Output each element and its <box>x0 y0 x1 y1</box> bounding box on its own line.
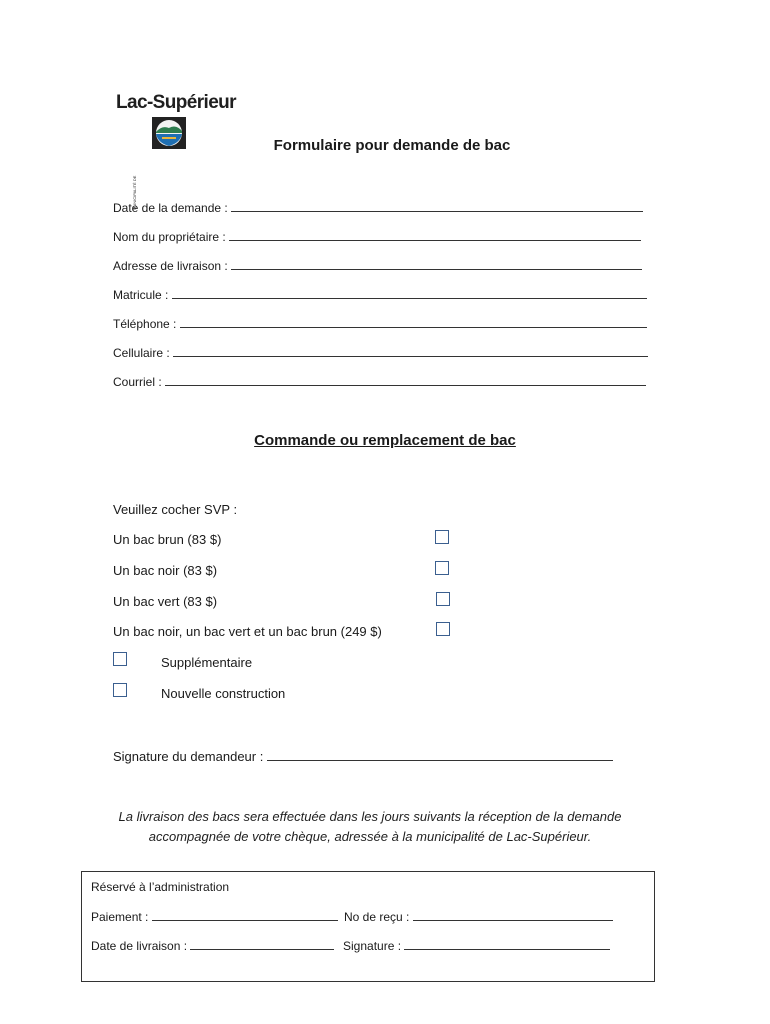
note-line-1: La livraison des bacs sera effectuée dans les jours suivants la réception de la demande <box>118 809 622 824</box>
checkbox-nouvelle-construction[interactable] <box>113 683 127 697</box>
checkbox-bac-vert[interactable] <box>436 592 450 606</box>
option-label-noir: Un bac noir (83 $) <box>113 563 218 578</box>
field-date-demande[interactable] <box>113 200 643 215</box>
field-label: Adresse de livraison : <box>113 259 228 273</box>
checkbox-bac-brun[interactable] <box>435 530 449 544</box>
field-input-line[interactable] <box>173 345 648 357</box>
option-label-trio: Un bac noir, un bac vert et un bac brun (249 $) <box>113 624 382 639</box>
signature-label: Signature du demandeur : <box>113 749 264 764</box>
field-input-line[interactable] <box>180 316 647 328</box>
field-telephone[interactable] <box>113 316 647 331</box>
checkbox-bac-noir[interactable] <box>435 561 449 575</box>
admin-title: Réservé à l’administration <box>91 880 230 894</box>
signature-field[interactable] <box>113 748 613 764</box>
admin-paiement-field[interactable] <box>91 909 338 924</box>
form-title: Formulaire pour demande de bac <box>273 137 511 154</box>
field-label: Courriel : <box>113 375 162 389</box>
field-nom-proprietaire[interactable] <box>113 229 641 244</box>
paiement-label: Paiement : <box>91 910 149 924</box>
order-section-title: Commande ou remplacement de bac <box>254 432 516 449</box>
delivery-note <box>0 807 740 847</box>
field-label: Téléphone : <box>113 317 177 331</box>
option-label-nouvelle-construction: Nouvelle construction <box>161 686 286 701</box>
logo-wordmark: Lac-Supérieur <box>116 92 236 113</box>
field-label: Cellulaire : <box>113 346 170 360</box>
field-label: Date de la demande : <box>113 201 228 215</box>
signature-input-line[interactable] <box>267 748 613 761</box>
field-matricule[interactable] <box>113 287 647 302</box>
recu-label: No de reçu : <box>344 910 410 924</box>
admin-livraison-field[interactable] <box>91 938 334 953</box>
field-adresse-livraison[interactable] <box>113 258 642 273</box>
livraison-input-line[interactable] <box>190 938 334 950</box>
admin-signature-field[interactable] <box>343 938 610 953</box>
paiement-input-line[interactable] <box>152 909 338 921</box>
field-label: Matricule : <box>113 288 169 302</box>
option-label-supplementaire: Supplémentaire <box>161 655 253 670</box>
field-input-line[interactable] <box>231 258 642 270</box>
field-input-line[interactable] <box>231 200 643 212</box>
instruction-text: Veuillez cocher SVP : <box>113 502 238 517</box>
option-label-vert: Un bac vert (83 $) <box>113 594 218 609</box>
admin-signature-label: Signature : <box>343 939 402 953</box>
checkbox-supplementaire[interactable] <box>113 652 127 666</box>
recu-input-line[interactable] <box>413 909 613 921</box>
logo-vertical-text: MUNICIPALITÉ DE <box>132 175 137 210</box>
field-input-line[interactable] <box>165 374 646 386</box>
livraison-label: Date de livraison : <box>91 939 188 953</box>
field-input-line[interactable] <box>229 229 641 241</box>
field-label: Nom du propriétaire : <box>113 230 226 244</box>
admin-recu-field[interactable] <box>344 909 613 924</box>
option-label-brun: Un bac brun (83 $) <box>113 532 222 547</box>
checkbox-bac-trio[interactable] <box>436 622 450 636</box>
field-cellulaire[interactable] <box>113 345 648 360</box>
admin-signature-input-line[interactable] <box>404 938 610 950</box>
note-line-2: accompagnée de votre chèque, adressée à la municipalité de Lac-Supérieur. <box>148 829 592 844</box>
field-input-line[interactable] <box>172 287 647 299</box>
admin-box <box>81 871 655 982</box>
field-courriel[interactable] <box>113 374 646 389</box>
